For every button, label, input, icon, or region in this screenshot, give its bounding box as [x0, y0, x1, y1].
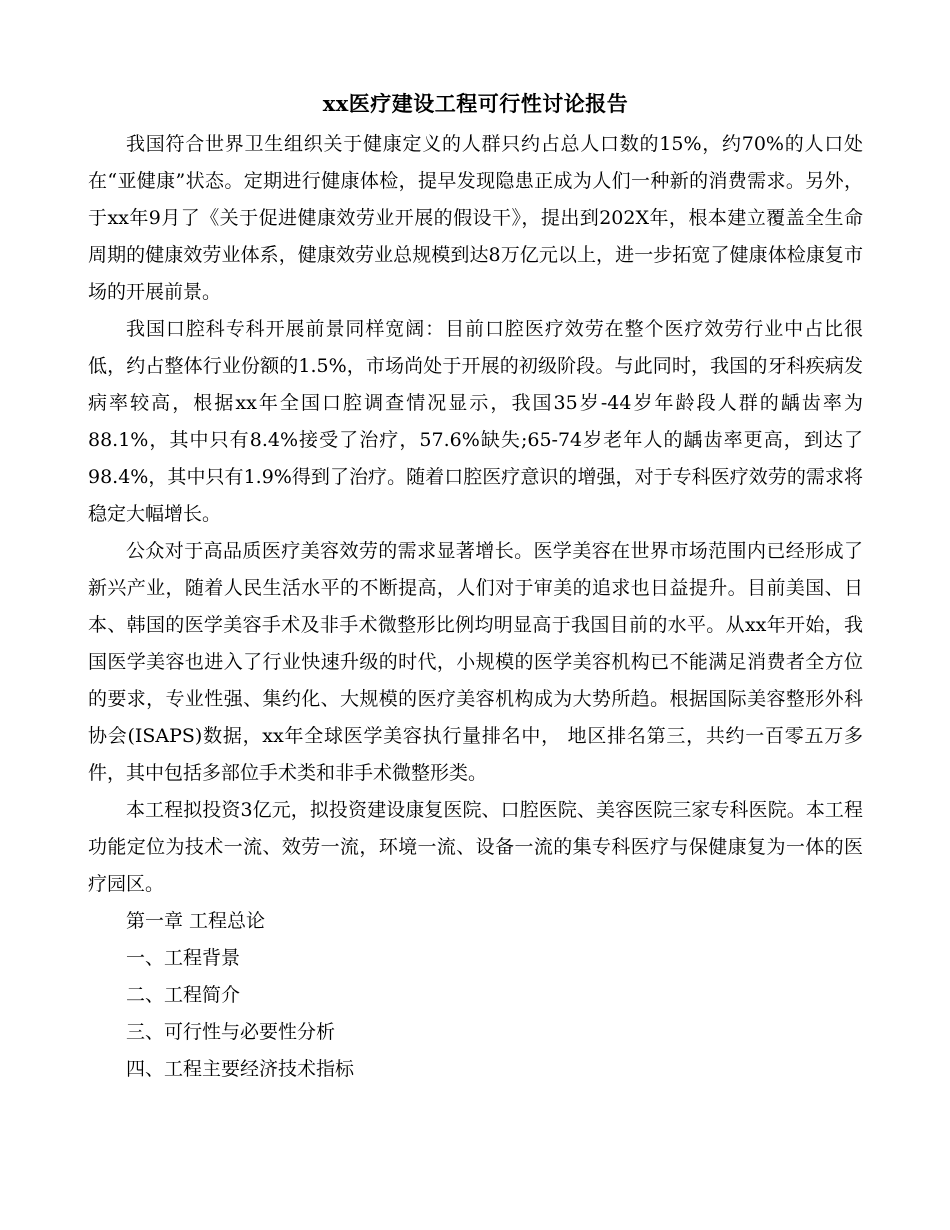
- toc-chapter-1: 第一章 工程总论: [126, 910, 266, 932]
- paragraph-cosmetic-market: 公众对于高品质医疗美容效劳的需求显著增长。医学美容在世界市场范围内已经形成了新兴产业，随着人民生活水平的不断提高，人们对于审美的追求也日益提升。目前美国、日本、韩国的医学美容手术及非手术微整形比例均明显高于我国目前的水平。从xx年开始，我国医学美容也进入了行业快速升级的时代，小规模的医学美容机构已不能满足消费者全方位的要求，专业性强、集约化、大规模的医疗美容机构成为大势所趋。根据国际美容整形外科协会(ISAPS)数据，xx年全球医学美容执行量排名中， 地区排名第三，共约一百零五万多件，其中包括多部位手术类和非手术微整形类。: [88, 540, 863, 784]
- document-page: [88, 84, 863, 1088]
- paragraph-health-market: 我国符合世界卫生组织关于健康定义的人群只约占总人口数的15%，约70%的人口处在“亚健康”状态。定期进行健康体检，提早发现隐患正成为人们一种新的消费需求。另外， 于xx年9月了《关于促进健康效劳业开展的假设干》，提出到202X年，根本建立覆盖全生命周期的健康效劳业体系，健康效劳业总规模到达8万亿元以上，进一步拓宽了健康体检康复市场的开展前景。: [88, 133, 863, 303]
- document-title: xx医疗建设工程可行性讨论报告: [322, 91, 629, 116]
- toc-section-indicators: 四、工程主要经济技术指标: [126, 1058, 355, 1080]
- paragraph-dental-market: 我国口腔科专科开展前景同样宽阔：目前口腔医疗效劳在整个医疗效劳行业中占比很低，约占整体行业份额的1.5%，市场尚处于开展的初级阶段。与此同时，我国的牙科疾病发病率较高，根据xx年全国口腔调查情况显示，我国35岁-44岁年龄段人群的龋齿率为88.1%，其中只有8.4%接受了治疗，57.6%缺失;65-74岁老年人的龋齿率更高，到达了98.4%，其中只有1.9%得到了治疗。随着口腔医疗意识的增强，对于专科医疗效劳的需求将稳定大幅增长。: [88, 318, 863, 525]
- paragraph-project-investment: 本工程拟投资3亿元，拟投资建设康复医院、口腔医院、美容医院三家专科医院。本工程功能定位为技术一流、效劳一流，环境一流、设备一流的集专科医疗与保健康复为一体的医疗园区。: [88, 799, 863, 895]
- toc-section-introduction: 二、工程简介: [126, 984, 241, 1006]
- toc-section-feasibility: 三、可行性与必要性分析: [126, 1021, 336, 1043]
- toc-section-background: 一、工程背景: [126, 947, 241, 969]
